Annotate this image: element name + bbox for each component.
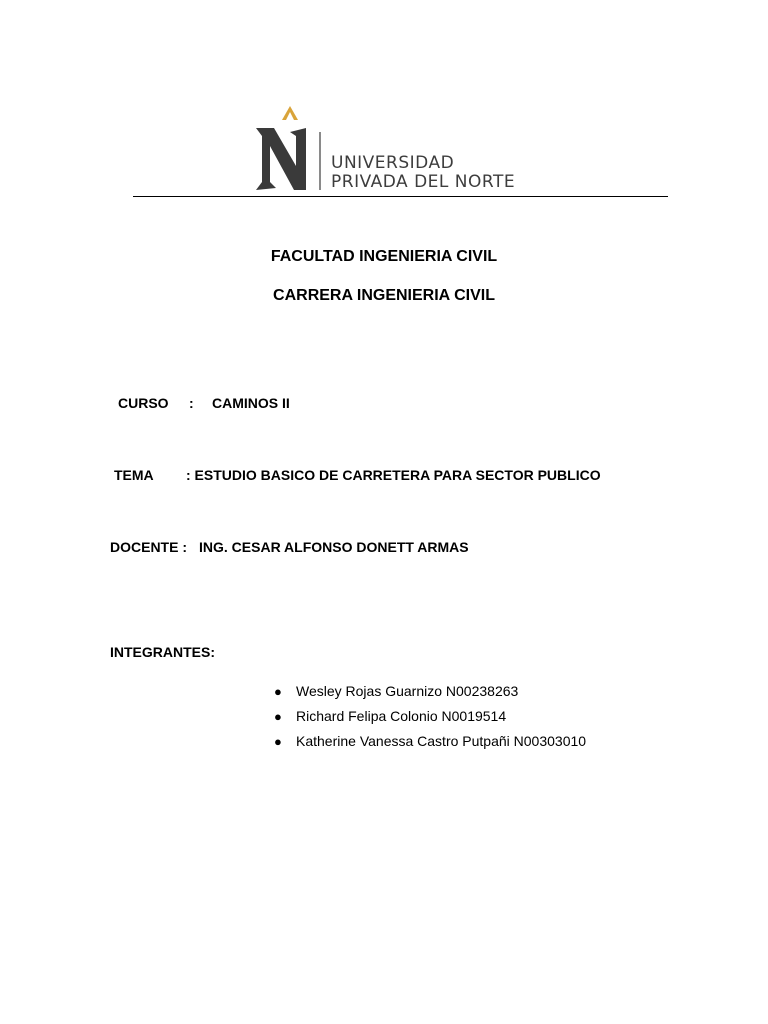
bullet-icon: ● xyxy=(274,684,282,699)
university-logo xyxy=(252,102,552,194)
docente-value: ING. CESAR ALFONSO DONETT ARMAS xyxy=(199,539,469,555)
member-name: Katherine Vanessa Castro Putpañi N00303010 xyxy=(296,733,587,749)
bullet-icon: ● xyxy=(274,734,282,749)
university-name xyxy=(331,154,515,192)
member-name: Richard Felipa Colonio N0019514 xyxy=(296,708,507,724)
list-item xyxy=(274,704,586,729)
tema-label: TEMA xyxy=(114,467,154,483)
tema-value: : ESTUDIO BASICO DE CARRETERA PARA SECTOR PUBLICO xyxy=(186,467,601,483)
integrantes-label: INTEGRANTES: xyxy=(110,644,215,660)
member-name: Wesley Rojas Guarnizo N00238263 xyxy=(296,683,519,699)
header-rule xyxy=(133,196,668,197)
university-name-line1: UNIVERSIDAD xyxy=(331,153,455,173)
curso-separator: : xyxy=(189,395,194,411)
bullet-icon: ● xyxy=(274,709,282,724)
docente-label: DOCENTE : xyxy=(110,539,187,555)
list-item xyxy=(274,679,586,704)
curso-label: CURSO xyxy=(118,395,169,411)
logo-divider xyxy=(319,132,321,190)
faculty-title: FACULTAD INGENIERIA CIVIL xyxy=(270,248,498,265)
university-logo-mark xyxy=(252,102,316,194)
list-item xyxy=(274,729,586,754)
career-title: CARRERA INGENIERIA CIVIL xyxy=(273,287,495,304)
curso-value: CAMINOS II xyxy=(212,395,290,411)
university-name-line2: PRIVADA DEL NORTE xyxy=(331,172,516,192)
members-list xyxy=(274,679,586,754)
